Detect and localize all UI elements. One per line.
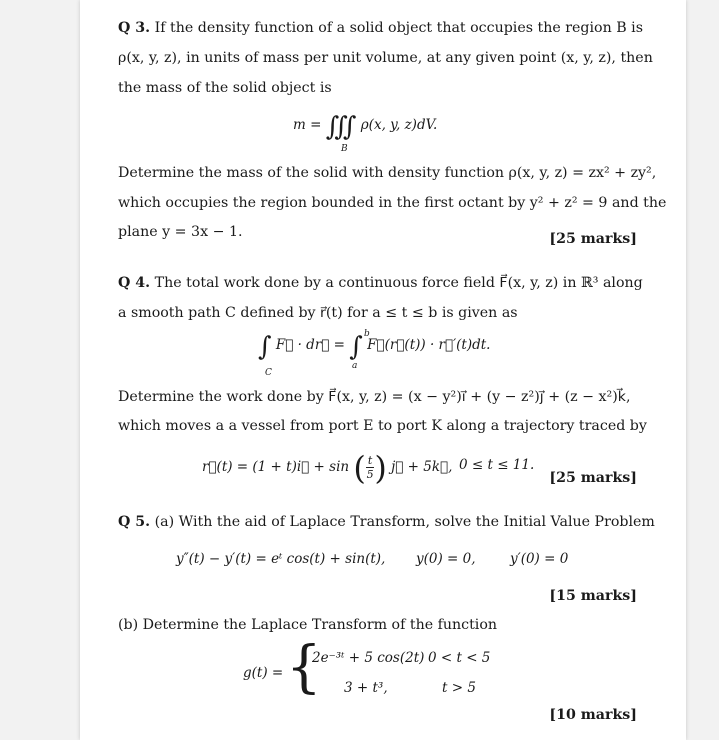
q5-line1-text: (a) With the aid of Laplace Transform, solve the Initial Value Problem: [154, 514, 655, 530]
q3-formula: [293, 112, 437, 142]
q4-definite-integral-symbol: ∫: [349, 332, 363, 362]
q4-traj-rhs: j⃗ + 5k⃗,: [391, 459, 453, 475]
q4-traj-lhs: r⃗(t) = (1 + t)i⃗ + sin: [202, 459, 350, 475]
q4-line1: [118, 275, 643, 291]
q5-g-lhs: g(t) =: [243, 665, 284, 681]
q4-line2: a smooth path C defined by r⃗(t) for a ≤ t ≤ b is given as: [118, 305, 518, 321]
q4-formula-lhs: F⃗ · dr⃗ =: [275, 337, 345, 353]
q3-marks: [25 marks]: [549, 231, 637, 247]
q4-traj-open-paren: (: [353, 449, 366, 487]
q4-formula: [258, 332, 490, 362]
q4-line4: which moves a a vessel from port E to port K along a trajectory traced by: [118, 418, 647, 434]
q3-integral-symbol: ∭: [325, 112, 357, 142]
q5-number: Q 5.: [118, 514, 151, 530]
q5-line2: (b) Determine the Laplace Transform of the function: [118, 617, 497, 633]
q5-marks-a: [15 marks]: [549, 588, 637, 604]
q4-line-integral-symbol: ∫: [258, 332, 272, 362]
q3-line1-text: If the density function of a solid object that occupies the region B is: [154, 20, 643, 36]
q4-formula-lower-a: a: [352, 361, 358, 371]
q3-line5: which occupies the region bounded in the first octant by y² + z² = 9 and the: [118, 195, 667, 211]
q3-line4: Determine the mass of the solid with density function ρ(x, y, z) = zx² + zy²,: [118, 165, 657, 181]
q4-trajectory: [202, 449, 452, 487]
q4-line1-text: The total work done by a continuous force field F⃗(x, y, z) in ℝ³ along: [154, 275, 643, 291]
q3-line6: plane y = 3x − 1.: [118, 224, 243, 240]
q4-number: Q 4.: [118, 275, 151, 291]
q4-traj-close-paren: ): [374, 449, 387, 487]
q3-number: Q 3.: [118, 20, 151, 36]
q5-case1-expr: 2e⁻³ᵗ + 5 cos(2t): [312, 650, 425, 666]
q5-marks-b: [10 marks]: [549, 707, 637, 723]
q3-formula-rhs: ρ(x, y, z)dV.: [360, 117, 438, 133]
q5-ic2: y′(0) = 0: [510, 551, 569, 567]
q4-traj-den: 5: [366, 468, 374, 481]
q4-traj-range: 0 ≤ t ≤ 11.: [459, 457, 535, 473]
q3-formula-lhs: m =: [293, 117, 322, 133]
q5-case1-cond: 0 < t < 5: [428, 650, 491, 666]
q5-ic1: y(0) = 0,: [416, 551, 476, 567]
q5-case2-expr: 3 + t³,: [344, 680, 388, 696]
q4-line3: Determine the work done by F⃗(x, y, z) = (x − y²)i⃗ + (y − z²)j⃗ + (z − x²)k⃗,: [118, 389, 631, 405]
q5-case2-cond: t > 5: [442, 680, 476, 696]
q3-formula-region: B: [341, 144, 348, 154]
q5-ode: y″(t) − y′(t) = eᵗ cos(t) + sin(t),: [176, 551, 386, 567]
q5-line1: [118, 514, 655, 530]
q4-marks: [25 marks]: [549, 470, 637, 486]
q4-formula-upper-b: b: [364, 329, 370, 339]
q4-formula-lower-c: C: [265, 368, 272, 378]
q3-line3: the mass of the solid object is: [118, 80, 332, 96]
q3-line2: ρ(x, y, z), in units of mass per unit volume, at any given point (x, y, z), then: [118, 50, 653, 66]
q4-traj-num: t: [367, 454, 373, 467]
q4-formula-rhs: F⃗(r⃗(t)) · r⃗′(t)dt.: [367, 337, 491, 353]
q3-line1: [118, 20, 643, 36]
q5-piecewise-brace: {: [286, 635, 322, 700]
